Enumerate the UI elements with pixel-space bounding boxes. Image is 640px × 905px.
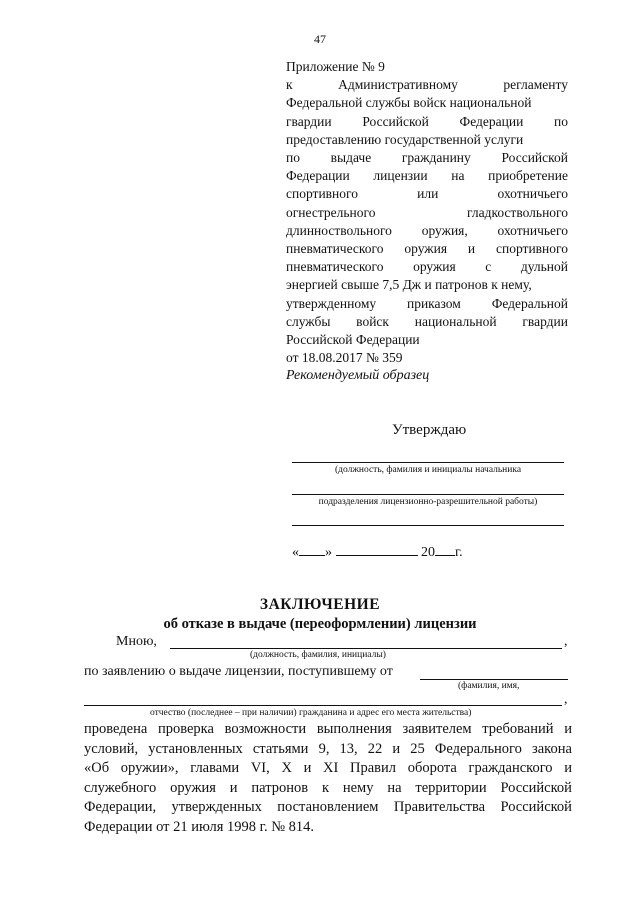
text-line bbox=[286, 58, 568, 76]
word: выполнения bbox=[316, 721, 392, 737]
word: по bbox=[286, 150, 300, 166]
text-line bbox=[286, 240, 568, 258]
word: гражданину bbox=[401, 150, 471, 166]
word: охотничьего bbox=[497, 222, 568, 238]
word: Федерации от 21 июля 1998 г. № 814. bbox=[84, 818, 315, 835]
word: энергией свыше 7,5 Дж и патронов к нему, bbox=[286, 277, 532, 293]
text-line bbox=[286, 113, 568, 131]
word: и bbox=[303, 760, 312, 777]
word: службы bbox=[286, 313, 331, 329]
text-line bbox=[84, 779, 572, 799]
date-close-quote: » bbox=[325, 545, 332, 560]
year-prefix: 20 bbox=[421, 545, 435, 560]
year-blank bbox=[435, 543, 455, 556]
word: Российской bbox=[500, 779, 572, 796]
signature-block-position bbox=[292, 462, 564, 475]
word: Правительства bbox=[393, 799, 486, 816]
patronymic-caption: отчество (последнее – при наличии) гражданина и адрес его места жительства) bbox=[150, 708, 472, 718]
text-line bbox=[286, 222, 568, 240]
text-line bbox=[286, 149, 568, 167]
word: и bbox=[229, 779, 238, 796]
word: условий, bbox=[84, 740, 139, 757]
word: спортивного bbox=[496, 241, 568, 257]
year-suffix: г. bbox=[455, 545, 463, 560]
word: закона bbox=[532, 740, 572, 757]
text-line bbox=[286, 167, 568, 185]
word: постановлением bbox=[277, 799, 379, 816]
date-open-quote: « bbox=[292, 545, 299, 560]
word: нему bbox=[342, 779, 374, 796]
word: спортивного bbox=[286, 186, 358, 202]
word: приобретение bbox=[488, 168, 568, 184]
me-line bbox=[170, 648, 562, 649]
name-caption: (фамилия, имя, bbox=[458, 681, 520, 691]
unit-caption: подразделения лицензионно-разрешительной работы) bbox=[318, 497, 538, 507]
me-caption: (должность, фамилия, инициалы) bbox=[250, 650, 386, 660]
applicant-line bbox=[420, 679, 568, 680]
signature-block-unit bbox=[292, 494, 564, 507]
text-line bbox=[286, 131, 568, 149]
appendix-block bbox=[286, 58, 568, 367]
word: к bbox=[286, 77, 293, 93]
word: Приложение № 9 bbox=[286, 59, 385, 74]
word: утвержденному bbox=[286, 295, 377, 311]
word: Правил bbox=[350, 760, 397, 777]
word: и bbox=[467, 241, 476, 257]
word: на bbox=[451, 168, 465, 184]
text-line bbox=[286, 276, 568, 294]
word: проведена bbox=[84, 721, 148, 737]
word: и bbox=[564, 760, 572, 777]
word: возможности bbox=[224, 721, 307, 737]
text-line bbox=[286, 349, 568, 367]
comma: , bbox=[564, 692, 568, 707]
word: гвардии bbox=[286, 113, 332, 129]
day-blank bbox=[299, 543, 325, 556]
word: Федерации bbox=[459, 113, 524, 129]
word: территории bbox=[415, 779, 487, 796]
page-number: 47 bbox=[314, 32, 326, 46]
signature-block-extra bbox=[292, 525, 564, 526]
text-line bbox=[84, 740, 572, 760]
word: 22 bbox=[367, 740, 383, 757]
word: гладкоствольного bbox=[467, 204, 568, 220]
word: Федерации bbox=[286, 168, 350, 184]
word: требований bbox=[482, 721, 554, 737]
word: от 18.08.2017 № 359 bbox=[286, 350, 403, 366]
application-label: по заявлению о выдаче лицензии, поступившему от bbox=[84, 664, 393, 679]
word: Российской bbox=[501, 150, 568, 166]
text-line bbox=[286, 313, 568, 331]
word: выдаче bbox=[330, 150, 372, 166]
word: Российской bbox=[362, 113, 429, 129]
word: по bbox=[553, 113, 568, 129]
word: огнестрельного bbox=[286, 204, 376, 220]
text-line bbox=[286, 185, 568, 203]
word: приказом bbox=[406, 295, 461, 311]
word: проверка bbox=[157, 721, 214, 737]
signature-line bbox=[292, 462, 564, 463]
word: Российской bbox=[500, 799, 572, 816]
word: служебного bbox=[84, 779, 157, 796]
recommended-sample-label: Рекомендуемый образец bbox=[286, 368, 430, 383]
word: предоставлению государственной услуги bbox=[286, 131, 524, 147]
word: пневматического bbox=[286, 259, 384, 275]
word: Федеральной bbox=[491, 295, 568, 311]
text-line bbox=[286, 295, 568, 313]
word: и bbox=[392, 740, 401, 757]
text-line bbox=[84, 798, 572, 818]
signature-line bbox=[292, 494, 564, 495]
word: утвержденных bbox=[171, 799, 262, 816]
word: к bbox=[321, 779, 329, 796]
word: или bbox=[417, 186, 439, 202]
comma: , bbox=[564, 634, 568, 649]
word: на bbox=[387, 779, 402, 796]
word: 13, bbox=[339, 740, 358, 757]
word: оружия, bbox=[421, 222, 468, 238]
document-subtitle: об отказе в выдаче (переоформлении) лицензии bbox=[163, 616, 477, 632]
word: заявителем bbox=[402, 721, 472, 737]
word: VI, bbox=[250, 760, 270, 777]
word: Федерального bbox=[434, 740, 522, 757]
body-paragraph bbox=[84, 720, 572, 838]
text-line bbox=[286, 204, 568, 222]
word: оружия bbox=[413, 259, 456, 275]
text-line bbox=[84, 759, 572, 779]
word: 25 bbox=[410, 740, 425, 757]
word: гражданского bbox=[468, 760, 553, 777]
me-label: Мною, bbox=[116, 634, 157, 649]
word: войск bbox=[356, 313, 389, 329]
word: статьями bbox=[252, 740, 309, 757]
word: охотничьего bbox=[497, 186, 568, 202]
word: гвардии bbox=[522, 313, 568, 329]
applicant-line-2 bbox=[84, 705, 562, 706]
word: главами bbox=[190, 760, 240, 777]
word: 9, bbox=[318, 740, 330, 757]
text-line bbox=[286, 94, 568, 112]
approve-label: Утверждаю bbox=[392, 422, 467, 438]
word: XI bbox=[323, 760, 339, 777]
word: установленных bbox=[148, 740, 243, 757]
date-line bbox=[292, 543, 463, 561]
word: Российской Федерации bbox=[286, 332, 420, 348]
word: оборота bbox=[407, 760, 457, 777]
word: регламенту bbox=[503, 77, 568, 93]
text-line bbox=[286, 76, 568, 94]
signature-line bbox=[292, 525, 564, 526]
word: лицензии bbox=[373, 168, 428, 184]
word: «Об bbox=[84, 760, 110, 777]
word: с bbox=[485, 259, 492, 275]
word: Федерации, bbox=[84, 799, 157, 816]
document-title: ЗАКЛЮЧЕНИЕ bbox=[259, 596, 381, 613]
word: X bbox=[281, 760, 292, 777]
position-caption: (должность, фамилия и инициалы начальника bbox=[334, 465, 522, 475]
text-line bbox=[286, 258, 568, 276]
word: оружии», bbox=[120, 760, 179, 777]
word: дульной bbox=[520, 259, 568, 275]
text-line bbox=[84, 720, 572, 740]
word: патронов bbox=[251, 779, 309, 796]
month-blank bbox=[336, 543, 418, 556]
word: Федеральной службы войск национальной bbox=[286, 95, 532, 111]
word: оружия bbox=[404, 241, 448, 257]
word: длинноствольного bbox=[286, 222, 392, 238]
word: пневматического bbox=[286, 241, 384, 257]
word: и bbox=[564, 721, 572, 737]
word: Административному bbox=[338, 77, 458, 93]
text-line bbox=[286, 331, 568, 349]
word: оружия bbox=[170, 779, 216, 796]
word: национальной bbox=[414, 313, 497, 329]
text-line bbox=[84, 818, 572, 838]
